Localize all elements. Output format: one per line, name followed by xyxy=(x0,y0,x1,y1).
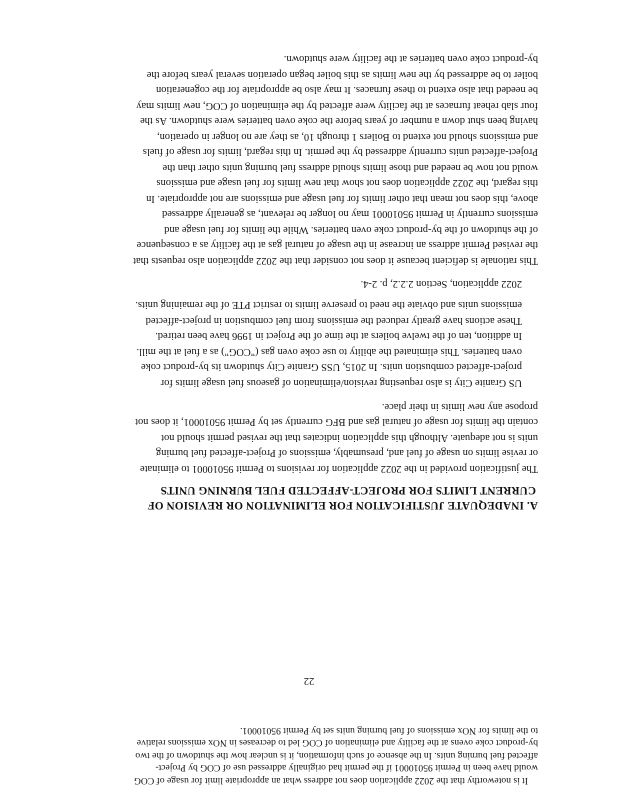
heading-line: A. INADEQUATE JUSTIFICATION FOR ELIMINATION OR REVISION OF xyxy=(147,499,538,511)
footnote-line: It is noteworthy that the 2022 application does not address what an appropriate limit for usage of COG xyxy=(133,775,528,786)
paragraph-line: and emissions should not extend to Boilers 1 through 10, as they are no longer in operation, xyxy=(157,131,538,142)
paragraph-line: The justification provided in the 2022 application for revisions to Permit 95010001 to eliminate xyxy=(140,463,538,474)
paragraph-line: of the shutdown of the by-product coke oven batteries. While the limits for fuel usage and xyxy=(164,224,538,235)
quote-citation: 2022 application, Section 2.2.2, p. 2-4. xyxy=(360,278,522,289)
paragraph-line: would not now be needed and those limits should address fuel burning units other than the xyxy=(162,162,538,173)
quote-line: oven batteries. This eliminated the ability to use coke oven gas ("COG") as a fuel at the mill. xyxy=(136,346,522,357)
paragraph-line: four slab reheat furnaces at the facility were affected by the elimination of COG, new limits may xyxy=(136,100,538,111)
paragraph-2 xyxy=(78,51,538,268)
paragraph-line: or revise limits on usage of fuel and, presumably, emissions of Project-affected fuel burning xyxy=(155,447,538,459)
quote-line: US Granite City is also requesting revision/elimination of gaseous fuel usage limits for xyxy=(160,377,522,388)
footnote-block xyxy=(78,723,538,786)
paragraph-line: the revised Permit address an increase in the usage of natural gas at the facility as a consequence xyxy=(136,239,538,251)
paragraph-line: be needed that also extend to these furnaces. It may also be appropriate for the cogeneration xyxy=(156,84,538,96)
quote-line: These actions have greatly reduced the emissions from fuel combustion in project-affected xyxy=(145,315,522,326)
paragraph-line: boiler to be addressed by the new limits as this boiler began operation several years before the xyxy=(146,69,538,80)
section-heading xyxy=(78,483,538,512)
quote-line: In addition, ten of the twelve boilers at the time of the Project in 1996 have been retired. xyxy=(155,330,522,342)
paragraph-line: propose any new limits in their place. xyxy=(381,401,538,412)
paragraph-line: having been shut down a number of years before the coke oven batteries were shutdown. As the xyxy=(140,115,538,127)
quote-line: emissions units and obviate the need to preserve limits to restrict PTE of the remaining units. xyxy=(135,299,522,311)
footnote-line: to the limits for NOx emissions of fuel burning units set by Permit 95010001. xyxy=(240,724,538,736)
paragraph-line: contain the limits for usage of natural gas and BFG currently set by Permit 95010001, it does not xyxy=(135,416,538,428)
footnote-line: would have been in Permit 95010001 if the permit had originally addressed use of COG by Project- xyxy=(155,762,538,774)
paragraph-line: units is not adequate. Although this application indicates that the revised permit should not xyxy=(161,432,538,443)
footnote-line: affected fuel burning units. In the absence of such information, it is unclear how the shutdown of the two xyxy=(135,749,538,761)
block-quote xyxy=(74,276,522,391)
quote-line: project-affected combustion units. In 2015, USS Granite City shutdown its by-product coke xyxy=(140,361,522,373)
paragraph-line: by-product coke oven batteries at the facility were shutdown. xyxy=(283,53,538,65)
paragraph-line: Project-affected units currently addressed by the permit. In this regard, limits for usage of fuels xyxy=(142,146,538,158)
page-number: 22 xyxy=(303,675,315,686)
footnote-line: by-product coke ovens at the facility and elimination of COG led to decreases in NOx emissions relative xyxy=(136,737,538,749)
heading-line: CURRENT LIMITS FOR PROJECT-AFFECTED FUEL BURNING UNITS xyxy=(160,484,536,497)
paragraph-1 xyxy=(78,399,538,477)
paragraph-line: this regard, the 2022 application does not show that new limits for fuel usage and emissions xyxy=(156,177,538,189)
paragraph-line: emissions currently in Permit 95010001 may no longer be relevant, as generally addressed xyxy=(162,208,538,220)
paragraph-line: above, this does not mean that other limits for fuel usage and emissions are not appropriate. In xyxy=(146,193,538,204)
paragraph-line: This rationale is deficient because it does not consider that the 2022 application also requests that xyxy=(133,255,538,266)
